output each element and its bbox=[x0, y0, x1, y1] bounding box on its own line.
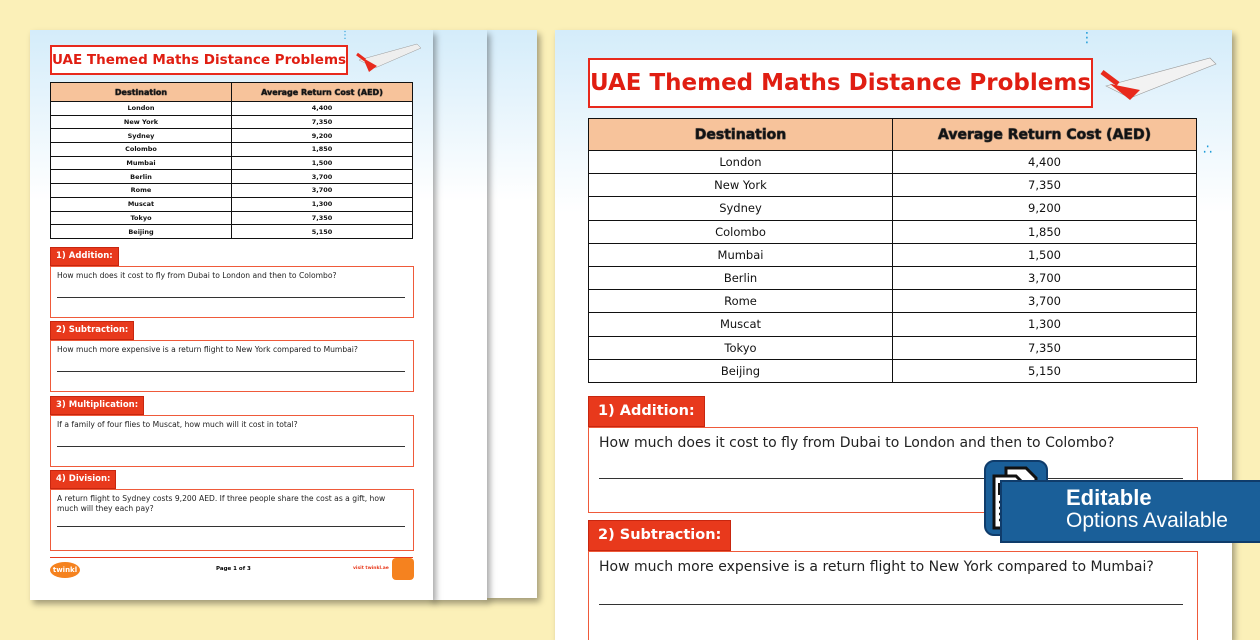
question-box bbox=[50, 415, 414, 467]
destination-cell: Sydney bbox=[51, 129, 232, 143]
back-page-2 bbox=[430, 30, 487, 600]
answer-line[interactable] bbox=[57, 371, 405, 372]
destination-cell: Rome bbox=[51, 184, 232, 198]
table-row bbox=[589, 220, 1197, 243]
twinkl-logo: twinkl bbox=[50, 562, 80, 578]
question-text: How much more expensive is a return flight to New York compared to Mumbai? bbox=[599, 559, 1154, 575]
column-header: Average Return Cost (AED) bbox=[893, 119, 1197, 151]
destination-cell: London bbox=[589, 151, 893, 174]
column-header: Destination bbox=[51, 83, 232, 102]
table-row bbox=[51, 197, 413, 211]
destination-cell: Tokyo bbox=[589, 336, 893, 359]
cost-cell: 9,200 bbox=[893, 197, 1197, 220]
destination-cell: London bbox=[51, 102, 232, 116]
table-row bbox=[589, 266, 1197, 289]
answer-line[interactable] bbox=[57, 526, 405, 527]
cost-cell: 5,150 bbox=[232, 225, 413, 239]
twinkl-badge-icon bbox=[392, 558, 414, 580]
dotted-flight-path: ⋮ bbox=[1080, 30, 1095, 46]
column-header: Average Return Cost (AED) bbox=[232, 83, 413, 102]
destination-cell: Muscat bbox=[589, 313, 893, 336]
worksheet-preview-large bbox=[555, 30, 1232, 640]
cost-table bbox=[588, 118, 1197, 383]
cost-cell: 1,500 bbox=[232, 156, 413, 170]
cost-cell: 4,400 bbox=[893, 151, 1197, 174]
table-row bbox=[51, 102, 413, 116]
plane-icon bbox=[355, 40, 425, 74]
table-row bbox=[589, 197, 1197, 220]
destination-cell: Beijing bbox=[589, 359, 893, 382]
cost-cell: 1,500 bbox=[893, 243, 1197, 266]
answer-line[interactable] bbox=[599, 604, 1183, 605]
editable-badge[interactable] bbox=[1000, 480, 1260, 543]
cost-table bbox=[50, 82, 413, 239]
cost-cell: 3,700 bbox=[232, 184, 413, 198]
plane-icon bbox=[1100, 52, 1220, 102]
cost-cell: 7,350 bbox=[893, 336, 1197, 359]
question-text: How much more expensive is a return flight to New York compared to Mumbai? bbox=[57, 345, 358, 354]
table-row bbox=[589, 290, 1197, 313]
column-header: Destination bbox=[589, 119, 893, 151]
visit-link: visit twinkl.ae bbox=[353, 566, 389, 571]
section-label: 1) Addition: bbox=[588, 396, 705, 427]
table-row bbox=[51, 156, 413, 170]
question-box bbox=[50, 489, 414, 551]
cost-cell: 5,150 bbox=[893, 359, 1197, 382]
section-label: 2) Subtraction: bbox=[588, 520, 731, 551]
table-row bbox=[589, 243, 1197, 266]
destination-cell: Sydney bbox=[589, 197, 893, 220]
cost-cell: 3,700 bbox=[893, 266, 1197, 289]
question-box bbox=[50, 266, 414, 318]
destination-cell: Berlin bbox=[51, 170, 232, 184]
cost-cell: 3,700 bbox=[232, 170, 413, 184]
cost-cell: 1,850 bbox=[232, 143, 413, 157]
badge-subtitle: Options Available bbox=[1066, 509, 1228, 532]
section-label: 3) Multiplication: bbox=[50, 396, 144, 415]
badge-title: Editable bbox=[1066, 485, 1152, 510]
destination-cell: Colombo bbox=[589, 220, 893, 243]
cost-cell: 9,200 bbox=[232, 129, 413, 143]
destination-cell: Rome bbox=[589, 290, 893, 313]
cost-cell: 1,300 bbox=[893, 313, 1197, 336]
table-row bbox=[589, 359, 1197, 382]
destination-cell: New York bbox=[51, 115, 232, 129]
cost-cell: 1,850 bbox=[893, 220, 1197, 243]
table-row bbox=[589, 336, 1197, 359]
table-row bbox=[51, 184, 413, 198]
destination-cell: New York bbox=[589, 174, 893, 197]
section-label: 2) Subtraction: bbox=[50, 321, 134, 340]
footer-divider bbox=[50, 557, 413, 558]
destination-cell: Muscat bbox=[51, 197, 232, 211]
answer-line[interactable] bbox=[57, 297, 405, 298]
table-row bbox=[51, 129, 413, 143]
destination-cell: Berlin bbox=[589, 266, 893, 289]
destination-cell: Beijing bbox=[51, 225, 232, 239]
cost-cell: 7,350 bbox=[232, 115, 413, 129]
question-box bbox=[50, 340, 414, 392]
back-page-3 bbox=[485, 30, 537, 598]
dotted-flight-path: ⋮ bbox=[340, 30, 351, 41]
dotted-flight-path: ∴ bbox=[1203, 142, 1213, 158]
destination-cell: Mumbai bbox=[51, 156, 232, 170]
worksheet-preview-small bbox=[30, 30, 433, 600]
answer-line[interactable] bbox=[599, 478, 1183, 479]
table-row bbox=[589, 151, 1197, 174]
section-label: 4) Division: bbox=[50, 470, 116, 489]
question-text: How much does it cost to fly from Dubai to London and then to Colombo? bbox=[599, 435, 1115, 451]
destination-cell: Tokyo bbox=[51, 211, 232, 225]
table-row bbox=[51, 211, 413, 225]
table-row bbox=[51, 225, 413, 239]
question-text: How much does it cost to fly from Dubai to London and then to Colombo? bbox=[57, 271, 337, 280]
question-text: A return flight to Sydney costs 9,200 AED. If three people share the cost as a gift, how much will they each pay? bbox=[57, 494, 386, 514]
question-text: If a family of four flies to Muscat, how much will it cost in total? bbox=[57, 420, 298, 429]
table-row bbox=[589, 174, 1197, 197]
worksheet-title: UAE Themed Maths Distance Problems bbox=[50, 45, 348, 75]
table-row bbox=[589, 313, 1197, 336]
cost-cell: 7,350 bbox=[893, 174, 1197, 197]
question-box bbox=[588, 551, 1198, 640]
cost-cell: 3,700 bbox=[893, 290, 1197, 313]
table-row bbox=[51, 143, 413, 157]
destination-cell: Colombo bbox=[51, 143, 232, 157]
worksheet-title: UAE Themed Maths Distance Problems bbox=[588, 58, 1093, 108]
destination-cell: Mumbai bbox=[589, 243, 893, 266]
cost-cell: 1,300 bbox=[232, 197, 413, 211]
section-label: 1) Addition: bbox=[50, 247, 119, 266]
page-number: Page 1 of 3 bbox=[216, 566, 251, 572]
answer-line[interactable] bbox=[57, 446, 405, 447]
table-row bbox=[51, 115, 413, 129]
cost-cell: 7,350 bbox=[232, 211, 413, 225]
table-row bbox=[51, 170, 413, 184]
cost-cell: 4,400 bbox=[232, 102, 413, 116]
